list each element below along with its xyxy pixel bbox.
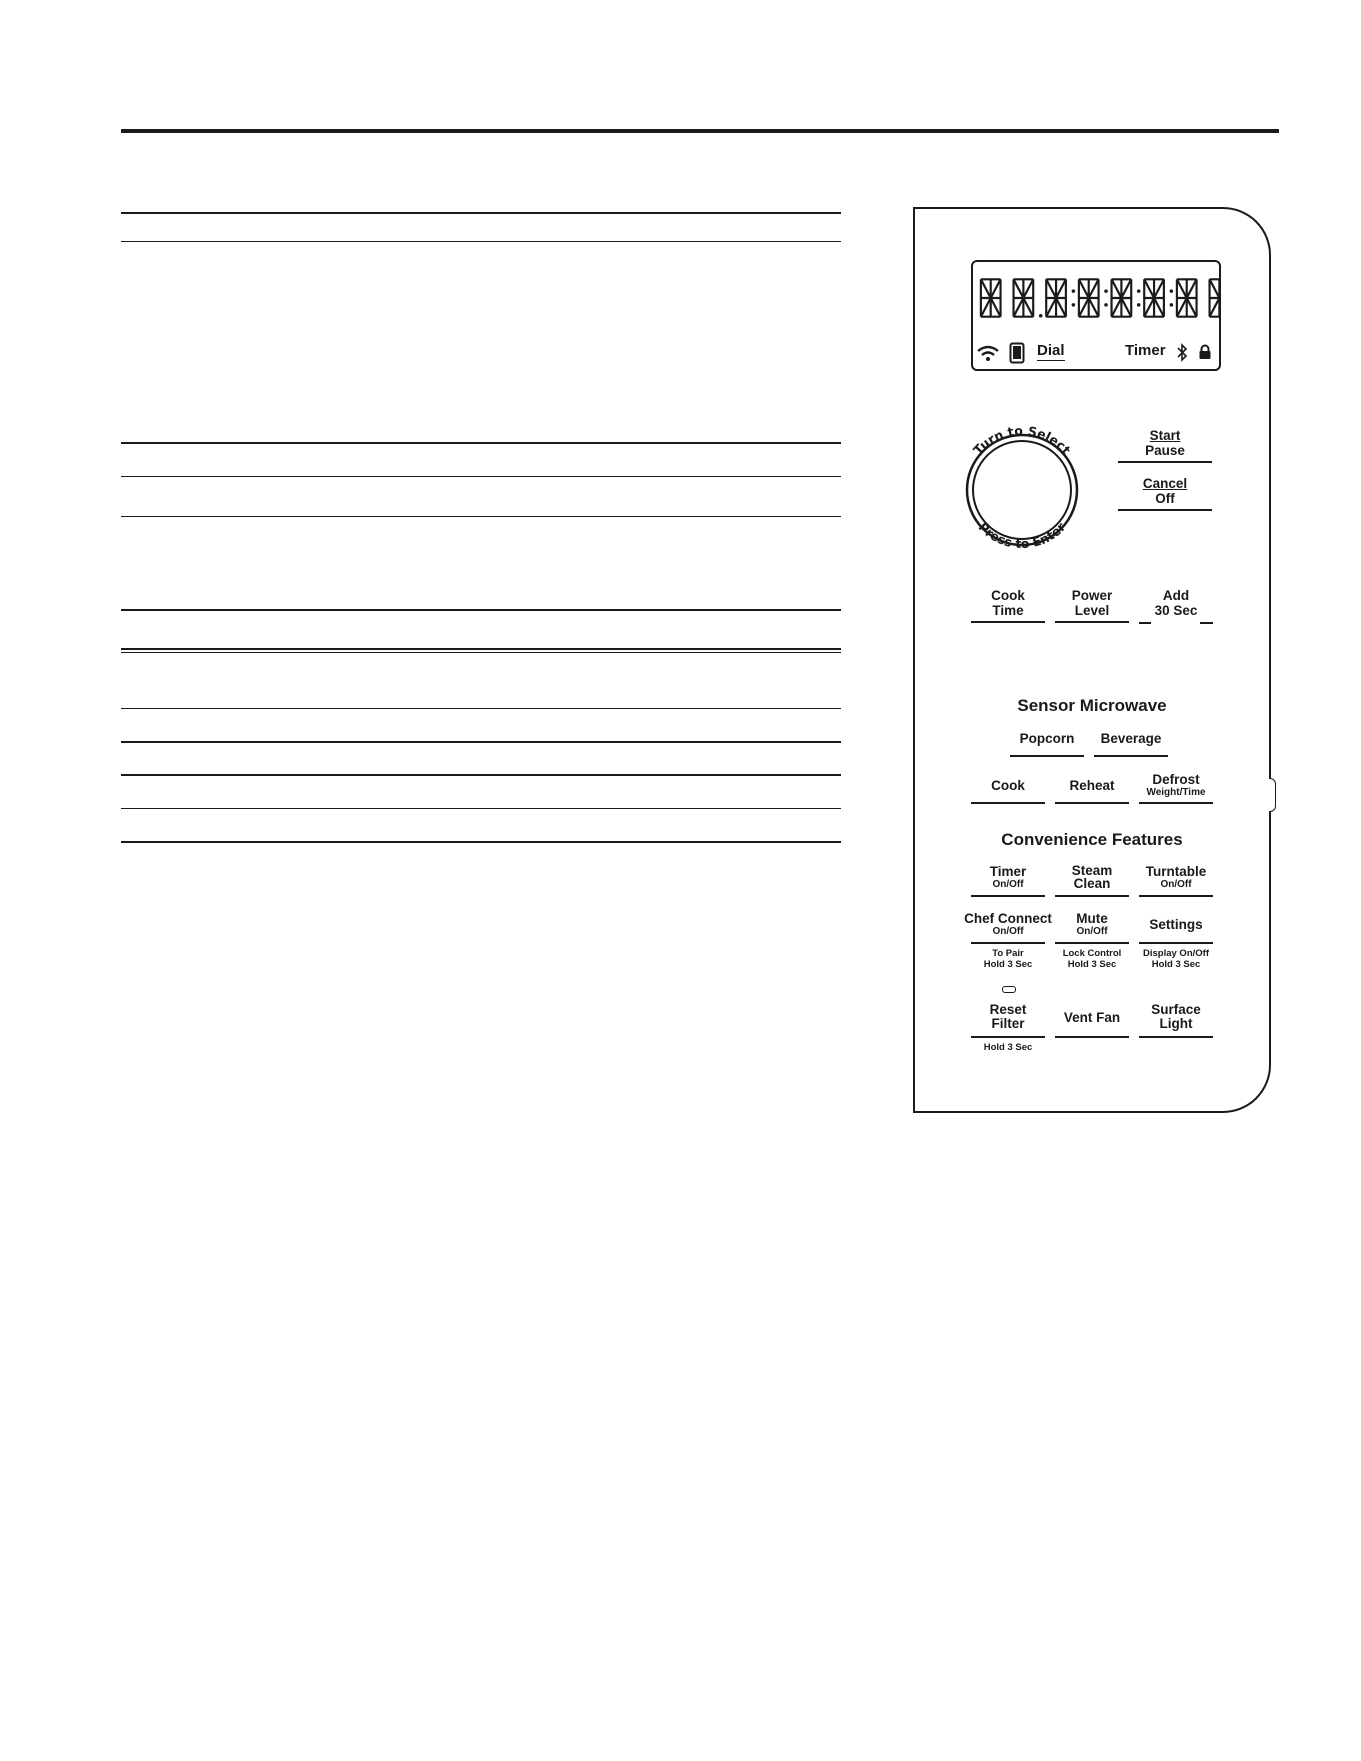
off-label: Off bbox=[1118, 491, 1212, 511]
table-rule bbox=[121, 652, 841, 653]
dial-indicator: Dial bbox=[1037, 342, 1065, 359]
vent-fan-button[interactable] bbox=[1055, 1010, 1129, 1038]
cancel-off-button[interactable] bbox=[1118, 476, 1212, 511]
reheat-button[interactable] bbox=[1055, 778, 1129, 804]
turntable-button[interactable] bbox=[1139, 864, 1213, 897]
timer-sub-label: On/Off bbox=[971, 879, 1045, 897]
segment-digit bbox=[1210, 279, 1219, 316]
timer-button[interactable] bbox=[971, 864, 1045, 897]
add-30-line1: Add bbox=[1162, 588, 1190, 603]
table-rule bbox=[121, 808, 841, 809]
add-30-underline-left bbox=[1139, 622, 1151, 624]
popcorn-button[interactable] bbox=[1010, 731, 1084, 757]
surface-light-line2: Light bbox=[1139, 1017, 1213, 1038]
cook-time-button[interactable] bbox=[971, 588, 1045, 623]
filter-indicator-light bbox=[1002, 986, 1016, 993]
turntable-label: Turntable bbox=[1145, 864, 1207, 879]
chef-connect-sub-label: On/Off bbox=[971, 926, 1045, 944]
table-rule bbox=[121, 212, 841, 214]
steam-clean-button[interactable] bbox=[1055, 864, 1129, 897]
display-status-row bbox=[973, 342, 1219, 364]
wifi-icon bbox=[976, 344, 1000, 362]
popcorn-label: Popcorn bbox=[1010, 731, 1084, 757]
bluetooth-icon bbox=[1176, 343, 1188, 362]
mute-hint2: Hold 3 Sec bbox=[1067, 959, 1117, 970]
add-30-underline-right bbox=[1200, 622, 1213, 624]
segment-digit bbox=[1177, 279, 1197, 316]
reset-filter-button[interactable] bbox=[971, 1003, 1045, 1053]
panel-side-tab bbox=[1269, 778, 1276, 812]
table-rule bbox=[121, 609, 841, 611]
chef-connect-label: Chef Connect bbox=[964, 911, 1052, 926]
sensor-cook-button[interactable] bbox=[971, 778, 1045, 804]
table-rule bbox=[121, 516, 841, 517]
sensor-cook-label: Cook bbox=[971, 778, 1045, 804]
power-level-line2: Level bbox=[1055, 603, 1129, 623]
convenience-features-heading: Convenience Features bbox=[1001, 830, 1183, 849]
pause-label: Pause bbox=[1118, 443, 1212, 463]
settings-button[interactable] bbox=[1134, 917, 1218, 970]
digit-separator bbox=[1137, 303, 1141, 307]
timer-label: Timer bbox=[989, 864, 1027, 879]
lock-icon bbox=[1198, 344, 1212, 360]
settings-label: Settings bbox=[1139, 917, 1213, 944]
reset-filter-hint: Hold 3 Sec bbox=[983, 1042, 1033, 1053]
lcd-display bbox=[971, 260, 1221, 371]
table-rule bbox=[121, 476, 841, 477]
knob-top-label: Turn to Select bbox=[970, 422, 1074, 458]
reset-filter-line1: Reset bbox=[989, 1002, 1027, 1017]
table-rule bbox=[121, 841, 841, 843]
table-rule bbox=[121, 241, 841, 242]
sensor-microwave-heading: Sensor Microwave bbox=[1017, 696, 1167, 715]
segment-digit bbox=[981, 279, 1001, 316]
steam-clean-line2: Clean bbox=[1055, 877, 1129, 897]
digit-separator bbox=[1072, 303, 1076, 307]
cook-time-line1: Cook bbox=[991, 588, 1025, 603]
timer-indicator: Timer bbox=[1125, 342, 1166, 359]
digit-separator bbox=[1170, 303, 1174, 307]
digit-separator bbox=[1170, 289, 1174, 293]
beverage-label: Beverage bbox=[1094, 731, 1168, 757]
cancel-label: Cancel bbox=[1142, 476, 1188, 491]
segment-digit bbox=[1079, 279, 1099, 316]
mute-label: Mute bbox=[1076, 911, 1108, 926]
vent-fan-label: Vent Fan bbox=[1055, 1010, 1129, 1038]
surface-light-line1: Surface bbox=[1151, 1002, 1201, 1017]
settings-hint2: Hold 3 Sec bbox=[1151, 959, 1201, 970]
segment-digit bbox=[1046, 279, 1066, 316]
cook-time-line2: Time bbox=[971, 603, 1045, 623]
digit-separator bbox=[1104, 289, 1108, 293]
digit-separator bbox=[1104, 303, 1108, 307]
table-rule bbox=[121, 648, 841, 650]
mute-button[interactable] bbox=[1055, 911, 1129, 970]
surface-light-button[interactable] bbox=[1139, 1003, 1213, 1038]
table-rule bbox=[121, 741, 841, 743]
segment-digit bbox=[1144, 279, 1164, 316]
select-dial-knob[interactable] bbox=[955, 408, 1089, 570]
mute-hint1: Lock Control bbox=[1062, 948, 1122, 959]
knob-graphic bbox=[955, 408, 1089, 570]
beverage-button[interactable] bbox=[1094, 731, 1168, 757]
chef-connect-button[interactable] bbox=[961, 911, 1055, 970]
phone-icon bbox=[1009, 342, 1025, 364]
chef-connect-hint1: To Pair bbox=[992, 948, 1024, 959]
defrost-button[interactable] bbox=[1139, 772, 1213, 804]
defrost-label: Defrost bbox=[1152, 772, 1200, 787]
power-level-line1: Power bbox=[1071, 588, 1113, 603]
reset-filter-line2: Filter bbox=[971, 1017, 1045, 1038]
table-rule bbox=[121, 708, 841, 709]
segment-digit bbox=[1112, 279, 1132, 316]
table-rule bbox=[121, 774, 841, 776]
steam-clean-line1: Steam bbox=[1071, 863, 1113, 878]
start-pause-button[interactable] bbox=[1118, 428, 1212, 463]
settings-hint1: Display On/Off bbox=[1143, 948, 1209, 959]
segment-digit bbox=[1014, 279, 1034, 316]
defrost-sub-label: Weight/Time bbox=[1139, 787, 1213, 804]
knob-bottom-label: Press to Enter bbox=[975, 519, 1069, 552]
reheat-label: Reheat bbox=[1055, 778, 1129, 804]
start-label: Start bbox=[1149, 428, 1181, 443]
chef-connect-hint2: Hold 3 Sec bbox=[983, 959, 1033, 970]
table-rule bbox=[121, 442, 841, 444]
turntable-sub-label: On/Off bbox=[1139, 879, 1213, 897]
digit-separator bbox=[1137, 289, 1141, 293]
segment-digits bbox=[973, 272, 1219, 324]
mute-sub-label: On/Off bbox=[1055, 926, 1129, 944]
digit-separator bbox=[1039, 314, 1043, 318]
add-30-sec-button[interactable] bbox=[1139, 588, 1213, 621]
digit-separator bbox=[1072, 289, 1076, 293]
add-30-line2: 30 Sec bbox=[1154, 603, 1198, 618]
page-top-rule bbox=[121, 129, 1279, 133]
power-level-button[interactable] bbox=[1055, 588, 1129, 623]
